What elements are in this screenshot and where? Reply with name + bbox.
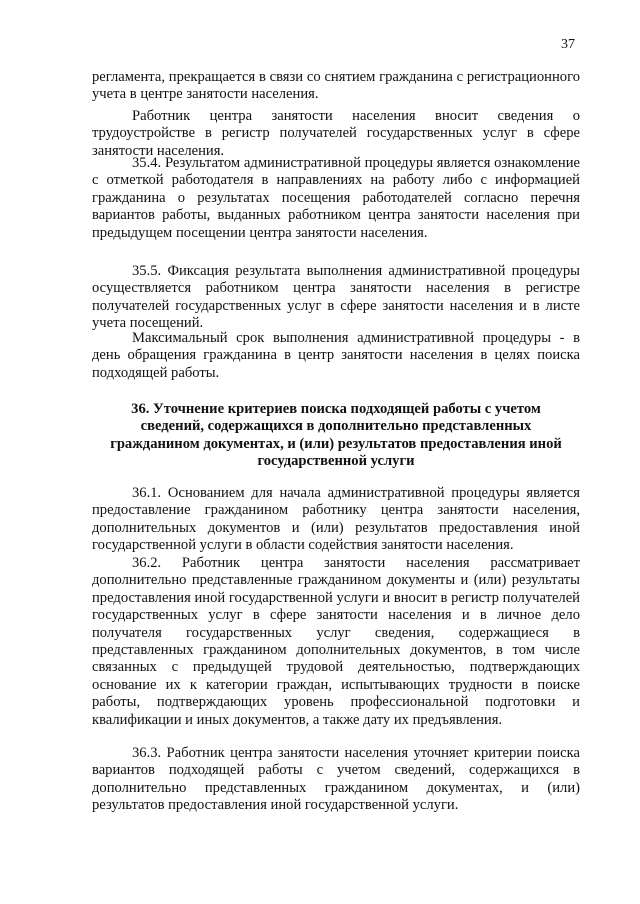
paragraph-36-3: 36.3. Работник центра занятости населения уточняет критерии поиска вариантов подходящей работы с учетом сведений, содержащихся в дополнительно представленных гражданином документах, и (или) результатов предоставления иной государственной услуги. <box>92 745 580 814</box>
paragraph-36-2: 36.2. Работник центра занятости населения рассматривает дополнительно представленные гражданином документы и (или) результаты предоставления иной государственной услуги и вносит в регистр получателей государственных услуг в сфере занятости населения и в личное дело получателя государственных услуг сведения, содержащиеся в представленных гражданином дополнительных документов, в том числе связанных с предыдущей трудовой деятельностью, подтверждающих основание их к категории граждан, испытывающих трудности в поиске работы, подтверждающих уровень профессиональной подготовки и квалификации и иных документов, а также дату их предъявления. <box>92 555 580 728</box>
paragraph-continuation: регламента, прекращается в связи со снятием гражданина с регистрационного учета в центре занятости населения. <box>92 69 580 103</box>
paragraph-35-5: 35.5. Фиксация результата выполнения административной процедуры осуществляется работником центра занятости населения в регистре получателей государственных услуг в сфере занятости населения и в листе учета посещений. <box>92 263 580 332</box>
page-number: 37 <box>561 37 575 52</box>
paragraph-36-1: 36.1. Основанием для начала административной процедуры является предоставление гражданином работнику центра занятости населения, дополнительных документов и (или) результатов предоставления иной государственной услуги в области содействия занятости населения. <box>92 485 580 554</box>
paragraph-max-term: Максимальный срок выполнения административной процедуры - в день обращения гражданина в центр занятости населения в целях поиска подходящей работы. <box>92 330 580 381</box>
paragraph-employment-record: Работник центра занятости населения вносит сведения о трудоустройстве в регистр получателей государственных услуг в сфере занятости населения. <box>92 108 580 159</box>
paragraph-35-4: 35.4. Результатом административной процедуры является ознакомление с отметкой работодателя в направлениях на работу либо с информацией гражданина о результатах посещения работодателей согласно перечня вариантов работы, выданных работником центра занятости населения при предыдущем посещении центра занятости населения. <box>92 155 580 241</box>
section-heading-36: 36. Уточнение критериев поиска подходящей работы с учетом сведений, содержащихся в дополнительно представленных гражданином документах, и (или) результатов предоставления иной государственной услуги <box>110 401 562 470</box>
